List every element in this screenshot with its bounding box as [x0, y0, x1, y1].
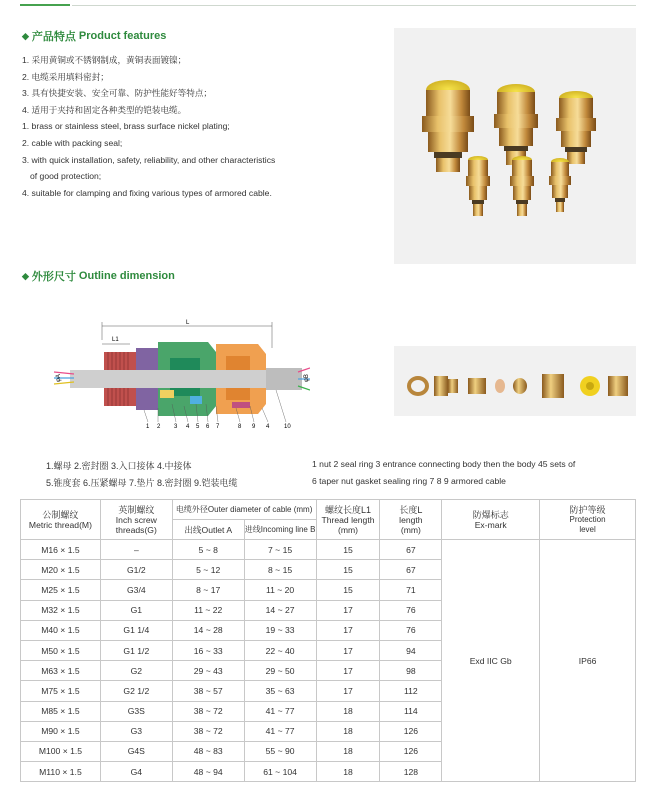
cell-outlet: 38 ~ 72 [172, 721, 244, 741]
cell-length: 94 [380, 640, 442, 660]
callout-3: 3 [174, 424, 178, 430]
product-photo-glands [394, 28, 636, 264]
cell-outlet: 16 ~ 33 [172, 640, 244, 660]
cell-length: 128 [380, 762, 442, 782]
callout-7: 7 [216, 424, 220, 430]
cell-metric: M16 × 1.5 [21, 540, 101, 560]
parts-legend-en [312, 456, 632, 490]
cell-length: 67 [380, 540, 442, 560]
dim-label-phi-b: φB [304, 374, 310, 382]
cell-inch: – [100, 540, 172, 560]
gland-small-1 [466, 156, 490, 216]
cell-inch: G1 1/2 [100, 640, 172, 660]
cell-incoming: 11 ~ 20 [244, 580, 316, 600]
cell-length: 112 [380, 681, 442, 701]
cell-incoming: 41 ~ 77 [244, 721, 316, 741]
cell-metric: M90 × 1.5 [21, 721, 101, 741]
diamond-bullet-icon: ◆ [22, 270, 29, 281]
product-photo-parts [394, 346, 636, 416]
header-metric: 公制螺纹 Metric thread(M) [21, 500, 101, 540]
cell-outlet: 8 ~ 17 [172, 580, 244, 600]
cell-length: 76 [380, 600, 442, 620]
diamond-bullet-icon: ◆ [22, 30, 29, 41]
cell-outlet: 48 ~ 94 [172, 762, 244, 782]
parts-legend-en-line1: 1 nut 2 seal ring 3 entrance connecting body then the body 45 sets of [312, 459, 576, 469]
cell-thread-length: 17 [316, 620, 380, 640]
cell-metric: M20 × 1.5 [21, 560, 101, 580]
header-cable: 电缆外径Outer diameter of cable (mm) [172, 500, 316, 520]
parts-legend-cn-line1: 1.螺母 2.密封圈 3.入口接体 4.中接体 [46, 461, 192, 471]
cell-inch: G1/2 [100, 560, 172, 580]
callout-6: 6 [206, 424, 210, 430]
cell-incoming: 61 ~ 104 [244, 762, 316, 782]
parts-legend-cn [46, 458, 238, 492]
outline-heading-cn: 外形尺寸 [31, 271, 76, 283]
features-heading-cn: 产品特点 [31, 31, 76, 43]
cell-ex-mark: Exd IIC Gb [442, 540, 540, 782]
cell-metric: M75 × 1.5 [21, 681, 101, 701]
cell-thread-length: 18 [316, 701, 380, 721]
spec-table [20, 499, 636, 782]
cell-incoming: 29 ~ 50 [244, 661, 316, 681]
cell-thread-length: 17 [316, 661, 380, 681]
cell-inch: G3/4 [100, 580, 172, 600]
callout-5: 5 [196, 424, 200, 430]
cell-thread-length: 18 [316, 762, 380, 782]
gland-large-3 [556, 91, 596, 164]
cell-thread-length: 18 [316, 721, 380, 741]
features-heading [22, 28, 166, 44]
callout-4b: 4 [266, 424, 270, 430]
cell-incoming: 55 ~ 90 [244, 741, 316, 761]
cell-incoming: 41 ~ 77 [244, 701, 316, 721]
callout-2: 2 [157, 424, 161, 430]
cell-incoming: 14 ~ 27 [244, 600, 316, 620]
cell-metric: M40 × 1.5 [21, 620, 101, 640]
cell-length: 67 [380, 560, 442, 580]
cell-incoming: 19 ~ 33 [244, 620, 316, 640]
dim-label-phi-a: φA [56, 374, 62, 382]
features-list [22, 52, 362, 201]
cell-incoming: 7 ~ 15 [244, 540, 316, 560]
cell-outlet: 48 ~ 83 [172, 741, 244, 761]
feature-item: of good protection; [30, 171, 102, 182]
header-protection: 防护等级 Protection level [540, 500, 636, 540]
table-header-row [21, 500, 636, 520]
features-heading-en: Product features [78, 30, 167, 42]
cell-thread-length: 18 [316, 741, 380, 761]
callout-8: 8 [238, 424, 242, 430]
cell-length: 98 [380, 661, 442, 681]
cell-outlet: 38 ~ 72 [172, 701, 244, 721]
feature-item: 1. brass or stainless steel, brass surface nickel plating; [22, 121, 230, 132]
cell-outlet: 5 ~ 12 [172, 560, 244, 580]
feature-item: 4. suitable for clamping and fixing various types of armored cable. [22, 187, 272, 198]
parts-illustration [394, 346, 636, 416]
callout-10: 10 [284, 424, 291, 430]
parts-legend-en-line2: 6 taper nut gasket sealing ring 7 8 9 armored cable [312, 476, 506, 486]
cell-metric: M63 × 1.5 [21, 661, 101, 681]
cell-incoming: 35 ~ 63 [244, 681, 316, 701]
cell-incoming: 22 ~ 40 [244, 640, 316, 660]
cell-length: 71 [380, 580, 442, 600]
cell-protection: IP66 [540, 540, 636, 782]
cell-metric: M100 × 1.5 [21, 741, 101, 761]
cell-metric: M110 × 1.5 [21, 762, 101, 782]
cell-inch: G4S [100, 741, 172, 761]
header-inch: 英制螺纹 Inch screw threads(G) [100, 500, 172, 540]
cell-outlet: 11 ~ 22 [172, 600, 244, 620]
cell-thread-length: 15 [316, 540, 380, 560]
feature-item: 3. with quick installation, safety, reliability, and other characteristics [22, 154, 276, 165]
table-row [21, 540, 636, 560]
cell-inch: G1 1/4 [100, 620, 172, 640]
cell-inch: G2 [100, 661, 172, 681]
cell-inch: G3S [100, 701, 172, 721]
cell-metric: M50 × 1.5 [21, 640, 101, 660]
header-ex-mark: 防爆标志 Ex-mark [442, 500, 540, 540]
dim-label-l1: L1 [112, 337, 119, 343]
outline-diagram [40, 318, 310, 430]
cell-inch: G1 [100, 600, 172, 620]
gland-small-2 [510, 156, 534, 216]
cell-inch: G4 [100, 762, 172, 782]
callout-1: 1 [146, 424, 150, 430]
feature-item: 2. 电缆采用填料密封； [22, 71, 109, 82]
cell-thread-length: 15 [316, 580, 380, 600]
cell-length: 76 [380, 620, 442, 640]
feature-item: 3. 具有快捷安装、安全可靠、防护性能好等特点； [22, 88, 213, 99]
cell-outlet: 14 ~ 28 [172, 620, 244, 640]
parts-legend-cn-line2: 5.锥度套 6.压紧螺母 7.垫片 8.密封圈 9.铠装电缆 [46, 478, 238, 488]
cell-inch: G3 [100, 721, 172, 741]
cell-incoming: 8 ~ 15 [244, 560, 316, 580]
header-outlet: 出线Outlet A [172, 520, 244, 540]
feature-item: 1. 采用黄铜或不锈钢制成，黄铜表面镀镍； [22, 55, 187, 65]
cell-thread-length: 17 [316, 600, 380, 620]
cell-outlet: 5 ~ 8 [172, 540, 244, 560]
callout-4: 4 [186, 424, 190, 430]
cell-outlet: 29 ~ 43 [172, 661, 244, 681]
header-length: 长度L length (mm) [380, 500, 442, 540]
feature-item: 4. 适用于夹持和固定各种类型的铠装电缆。 [22, 104, 187, 115]
cell-metric: M25 × 1.5 [21, 580, 101, 600]
cable-shape [70, 370, 266, 388]
cell-length: 114 [380, 701, 442, 721]
dim-label-l: L [186, 320, 190, 326]
cell-thread-length: 15 [316, 560, 380, 580]
callout-9: 9 [252, 424, 256, 430]
header-incoming: 进线Incoming line B [244, 520, 316, 540]
top-rule [20, 4, 636, 6]
feature-item: 2. cable with packing seal; [22, 137, 123, 148]
gland-small-3 [549, 158, 571, 212]
gland-large-1 [422, 80, 474, 172]
outline-heading-en: Outline dimension [78, 270, 175, 282]
cell-thread-length: 17 [316, 640, 380, 660]
cell-inch: G2 1/2 [100, 681, 172, 701]
glands-illustration [394, 28, 636, 264]
header-thread-length: 螺纹长度L1 Thread length (mm) [316, 500, 380, 540]
top-rule-accent [20, 4, 70, 6]
outline-heading [22, 268, 175, 284]
cell-thread-length: 17 [316, 681, 380, 701]
top-rule-line [72, 5, 636, 6]
cell-metric: M32 × 1.5 [21, 600, 101, 620]
cell-length: 126 [380, 741, 442, 761]
cell-length: 126 [380, 721, 442, 741]
gland-large-2 [494, 84, 538, 165]
cell-metric: M85 × 1.5 [21, 701, 101, 721]
cell-outlet: 38 ~ 57 [172, 681, 244, 701]
